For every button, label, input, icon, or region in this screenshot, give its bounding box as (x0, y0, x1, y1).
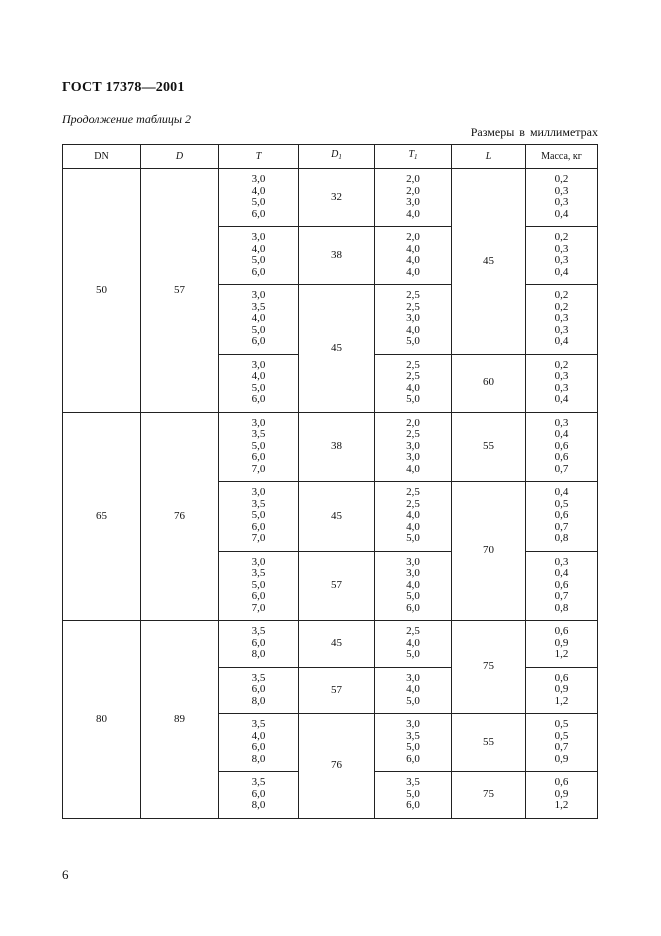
value: 8,0 (251, 752, 266, 765)
value: 4,0 (251, 312, 266, 324)
t-cell-values (252, 626, 266, 661)
mass-cell (526, 551, 598, 621)
value: 0,3 (554, 555, 569, 568)
t-cell-values (252, 174, 266, 220)
value: 3,5 (251, 567, 266, 579)
value: 0,3 (554, 416, 569, 429)
t-cell-values (252, 418, 266, 476)
value: 6,0 (251, 393, 266, 405)
value: 1,2 (554, 694, 569, 707)
value: 0,8 (554, 532, 569, 544)
header-t1-base: T (408, 149, 415, 161)
value: 4,0 (251, 370, 266, 382)
value: 2,5 (406, 358, 420, 371)
table-row (63, 169, 598, 227)
value: 4,0 (406, 254, 420, 266)
value: 4,0 (406, 509, 420, 521)
table-row (63, 412, 598, 482)
value: 4,0 (251, 242, 266, 255)
value: 4,0 (251, 184, 266, 197)
value: 0,6 (554, 451, 569, 463)
value: 0,7 (554, 741, 569, 753)
value: 0,6 (554, 671, 569, 684)
value: 0,9 (554, 787, 569, 800)
value: 6,0 (251, 683, 266, 695)
value: 7,0 (251, 462, 266, 475)
value: 0,3 (554, 312, 569, 324)
value: 5,0 (406, 335, 420, 347)
t-cell-values (252, 232, 266, 278)
value: 6,0 (406, 752, 420, 765)
t1-cell (375, 482, 452, 552)
header-d: D (141, 145, 219, 169)
t1-cell (375, 285, 452, 355)
value: 3,0 (406, 451, 420, 463)
d1-cell: 32 (299, 169, 375, 227)
value: 3,0 (251, 289, 266, 301)
mass-cell-values (555, 557, 569, 615)
value: 2,5 (406, 486, 420, 498)
mass-cell (526, 772, 598, 819)
header-dn: DN (63, 145, 141, 169)
value: 3,0 (251, 358, 266, 371)
value: 6,0 (406, 601, 420, 614)
value: 6,0 (251, 451, 266, 463)
value: 3,0 (406, 439, 420, 452)
table-caption: Продолжение таблицы 2 (62, 112, 192, 126)
t1-cell (375, 169, 452, 227)
units-note: Размеры в миллиметрах (470, 125, 598, 139)
t1-cell (375, 551, 452, 621)
t-cell-values (252, 557, 266, 615)
value: 0,2 (554, 231, 569, 243)
value: 2,0 (406, 231, 420, 243)
value: 5,0 (251, 578, 266, 591)
mass-cell-values (555, 673, 569, 708)
value: 5,0 (251, 509, 266, 521)
value: 3,5 (251, 671, 266, 684)
value: 1,2 (554, 799, 569, 811)
t-cell (219, 621, 299, 668)
value: 3,0 (251, 416, 266, 429)
value: 0,9 (554, 683, 569, 695)
t1-cell-values (406, 174, 420, 220)
mass-cell (526, 714, 598, 772)
value: 3,0 (251, 555, 266, 568)
header-l: L (452, 145, 526, 169)
d1-cell: 57 (299, 551, 375, 621)
t1-cell-values (406, 232, 420, 278)
value: 1,2 (554, 648, 569, 660)
t-cell (219, 227, 299, 285)
mass-cell (526, 169, 598, 227)
dn-cell: 65 (63, 412, 141, 621)
value: 0,4 (554, 207, 569, 220)
l-cell: 75 (452, 621, 526, 714)
d-cell: 89 (141, 621, 219, 819)
l-cell: 70 (452, 482, 526, 621)
value: 5,0 (251, 381, 266, 394)
d-cell: 76 (141, 412, 219, 621)
value: 0,3 (554, 323, 569, 336)
t-cell (219, 482, 299, 552)
value: 7,0 (251, 532, 266, 544)
value: 0,4 (554, 335, 569, 347)
header-d1-sub: 1 (338, 153, 342, 162)
value: 3,0 (406, 671, 420, 684)
mass-cell (526, 412, 598, 482)
dn-cell: 50 (63, 169, 141, 413)
t-cell-values (252, 719, 266, 765)
value: 5,0 (251, 254, 266, 266)
t-cell-values (252, 777, 266, 812)
mass-cell-values (555, 290, 569, 348)
t1-cell-values (406, 487, 420, 545)
value: 6,0 (406, 799, 420, 811)
value: 0,3 (554, 242, 569, 255)
value: 5,0 (406, 532, 420, 544)
value: 0,5 (554, 729, 569, 742)
t1-cell-values (406, 673, 420, 708)
value: 0,6 (554, 578, 569, 591)
dn-cell: 80 (63, 621, 141, 819)
value: 3,5 (406, 776, 420, 788)
value: 3,0 (251, 173, 266, 185)
t1-cell (375, 621, 452, 668)
d1-cell: 45 (299, 482, 375, 552)
value: 4,0 (406, 381, 420, 394)
document-title: ГОСТ 17378—2001 (62, 80, 185, 95)
d-cell: 57 (141, 169, 219, 413)
value: 5,0 (406, 590, 420, 602)
l-cell: 60 (452, 354, 526, 412)
value: 0,9 (554, 636, 569, 649)
mass-cell (526, 354, 598, 412)
t-cell (219, 169, 299, 227)
value: 4,0 (406, 520, 420, 533)
value: 0,7 (554, 462, 569, 475)
value: 0,3 (554, 196, 569, 208)
t-cell (219, 354, 299, 412)
t-cell-values (252, 673, 266, 708)
value: 3,0 (406, 567, 420, 579)
value: 0,7 (554, 520, 569, 533)
d1-cell: 38 (299, 412, 375, 482)
value: 2,5 (406, 300, 420, 313)
value: 2,5 (406, 289, 420, 301)
value: 0,9 (554, 752, 569, 765)
header-t1-sub: 1 (414, 153, 418, 162)
value: 0,4 (554, 393, 569, 405)
value: 5,0 (406, 741, 420, 753)
t-cell (219, 412, 299, 482)
header-d1 (299, 145, 375, 169)
value: 3,5 (251, 625, 266, 637)
value: 6,0 (251, 636, 266, 649)
mass-cell-values (555, 418, 569, 476)
value: 0,6 (554, 509, 569, 521)
t-cell (219, 772, 299, 819)
header-row (63, 145, 598, 169)
value: 0,2 (554, 289, 569, 301)
mass-cell-values (555, 626, 569, 661)
value: 0,4 (554, 265, 569, 278)
t-cell (219, 285, 299, 355)
value: 4,0 (406, 462, 420, 475)
value: 2,0 (406, 184, 420, 197)
value: 6,0 (251, 787, 266, 800)
d1-cell: 57 (299, 667, 375, 714)
value: 2,5 (406, 370, 420, 382)
value: 5,0 (406, 694, 420, 707)
l-cell: 45 (452, 169, 526, 355)
value: 0,3 (554, 370, 569, 382)
d1-cell: 38 (299, 227, 375, 285)
l-cell: 55 (452, 714, 526, 772)
d1-cell: 45 (299, 285, 375, 413)
dimensions-table (62, 144, 598, 819)
value: 6,0 (251, 265, 266, 278)
t1-cell (375, 227, 452, 285)
value: 0,5 (554, 718, 569, 730)
t1-cell-values (406, 418, 420, 476)
value: 0,2 (554, 358, 569, 371)
value: 5,0 (406, 393, 420, 405)
value: 0,6 (554, 776, 569, 788)
value: 6,0 (251, 520, 266, 533)
value: 0,4 (554, 428, 569, 440)
t-cell (219, 714, 299, 772)
mass-cell-values (555, 719, 569, 765)
value: 5,0 (251, 439, 266, 452)
value: 3,5 (251, 776, 266, 788)
value: 0,3 (554, 184, 569, 197)
value: 4,0 (406, 683, 420, 695)
t1-cell-values (406, 777, 420, 812)
value: 0,7 (554, 590, 569, 602)
t1-cell-values (406, 557, 420, 615)
mass-cell (526, 285, 598, 355)
value: 3,5 (251, 497, 266, 510)
mass-cell-values (555, 360, 569, 406)
value: 2,5 (406, 497, 420, 510)
value: 6,0 (251, 207, 266, 220)
value: 4,0 (406, 636, 420, 649)
mass-cell-values (555, 777, 569, 812)
header-t: T (219, 145, 299, 169)
t-cell (219, 667, 299, 714)
value: 5,0 (251, 323, 266, 336)
value: 5,0 (251, 196, 266, 208)
t1-cell (375, 667, 452, 714)
value: 3,5 (406, 729, 420, 742)
t-cell-values (252, 360, 266, 406)
value: 3,5 (251, 428, 266, 440)
t1-cell-values (406, 626, 420, 661)
page-number: 6 (62, 867, 69, 882)
value: 8,0 (251, 799, 266, 811)
t1-cell (375, 412, 452, 482)
value: 2,0 (406, 416, 420, 429)
value: 3,5 (251, 718, 266, 730)
t-cell-values (252, 487, 266, 545)
value: 3,0 (406, 555, 420, 568)
l-cell: 75 (452, 772, 526, 819)
mass-cell (526, 482, 598, 552)
value: 2,5 (406, 625, 420, 637)
value: 4,0 (406, 207, 420, 220)
value: 4,0 (406, 578, 420, 591)
value: 3,5 (251, 300, 266, 313)
header-mass: Масса, кг (526, 145, 598, 169)
t1-cell (375, 714, 452, 772)
value: 0,3 (554, 381, 569, 394)
mass-cell (526, 227, 598, 285)
t1-cell-values (406, 360, 420, 406)
value: 8,0 (251, 694, 266, 707)
value: 2,5 (406, 428, 420, 440)
mass-cell (526, 667, 598, 714)
mass-cell-values (555, 232, 569, 278)
value: 3,0 (406, 718, 420, 730)
value: 0,4 (554, 486, 569, 498)
value: 7,0 (251, 601, 266, 614)
value: 8,0 (251, 648, 266, 660)
value: 5,0 (406, 648, 420, 660)
value: 3,0 (251, 486, 266, 498)
value: 2,0 (406, 173, 420, 185)
value: 4,0 (406, 323, 420, 336)
mass-cell-values (555, 487, 569, 545)
value: 0,8 (554, 601, 569, 614)
table-row (63, 621, 598, 668)
t1-cell-values (406, 290, 420, 348)
value: 6,0 (251, 741, 266, 753)
value: 0,4 (554, 567, 569, 579)
value: 6,0 (251, 590, 266, 602)
value: 0,5 (554, 497, 569, 510)
value: 3,0 (251, 231, 266, 243)
mass-cell-values (555, 174, 569, 220)
t1-cell (375, 354, 452, 412)
t-cell (219, 551, 299, 621)
t-cell-values (252, 290, 266, 348)
value: 6,0 (251, 335, 266, 347)
l-cell: 55 (452, 412, 526, 482)
d1-cell: 45 (299, 621, 375, 668)
value: 5,0 (406, 787, 420, 800)
value: 0,2 (554, 300, 569, 313)
value: 0,2 (554, 173, 569, 185)
value: 3,0 (406, 312, 420, 324)
value: 0,6 (554, 625, 569, 637)
value: 4,0 (406, 242, 420, 255)
t1-cell (375, 772, 452, 819)
value: 0,6 (554, 439, 569, 452)
d1-cell: 76 (299, 714, 375, 819)
header-t1 (375, 145, 452, 169)
header-d1-base: D (331, 149, 339, 161)
t1-cell-values (406, 719, 420, 765)
mass-cell (526, 621, 598, 668)
value: 3,0 (406, 196, 420, 208)
value: 4,0 (406, 265, 420, 278)
value: 0,3 (554, 254, 569, 266)
value: 4,0 (251, 729, 266, 742)
